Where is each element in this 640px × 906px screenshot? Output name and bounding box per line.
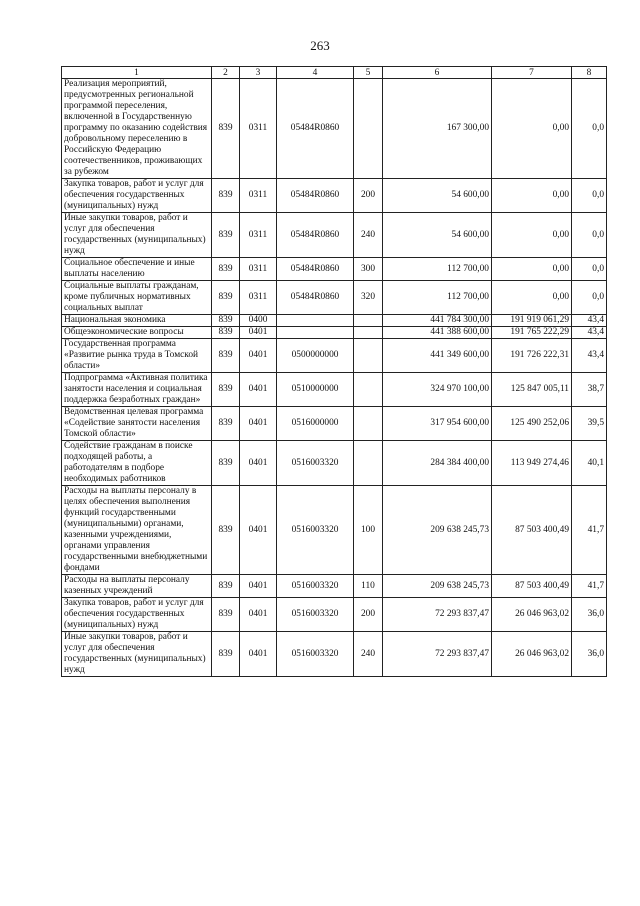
row-name: Закупка товаров, работ и услуг для обеспечения государственных (муниципальных) нужд <box>62 598 212 632</box>
table-row <box>62 327 607 339</box>
row-target-code <box>277 315 354 327</box>
row-planned-amount: 54 600,00 <box>383 213 492 258</box>
row-section-code: 0311 <box>240 213 277 258</box>
row-planned-amount: 54 600,00 <box>383 179 492 213</box>
row-section-code: 0401 <box>240 598 277 632</box>
row-planned-amount: 167 300,00 <box>383 79 492 179</box>
row-name: Закупка товаров, работ и услуг для обеспечения государственных (муниципальных) нужд <box>62 179 212 213</box>
row-executed-amount: 0,00 <box>492 281 572 315</box>
row-executed-amount: 0,00 <box>492 258 572 281</box>
row-admin-code: 839 <box>212 79 240 179</box>
header-col-3: 3 <box>240 67 277 79</box>
table-row <box>62 373 607 407</box>
row-name: Подпрограмма «Активная политика занятости населения и социальная поддержка безработных граждан» <box>62 373 212 407</box>
row-section-code: 0400 <box>240 315 277 327</box>
row-section-code: 0401 <box>240 407 277 441</box>
row-expense-type <box>354 327 383 339</box>
header-col-1: 1 <box>62 67 212 79</box>
row-target-code: 0510000000 <box>277 373 354 407</box>
row-target-code: 05484R0860 <box>277 79 354 179</box>
row-expense-type <box>354 373 383 407</box>
row-target-code: 0516003320 <box>277 486 354 575</box>
row-executed-amount: 191 919 061,29 <box>492 315 572 327</box>
row-name: Содействие гражданам в поиске подходящей работы, а работодателям в подборе необходимых работников <box>62 441 212 486</box>
row-planned-amount: 72 293 837,47 <box>383 632 492 677</box>
table-row <box>62 179 607 213</box>
row-section-code: 0311 <box>240 281 277 315</box>
header-col-2: 2 <box>212 67 240 79</box>
row-section-code: 0401 <box>240 327 277 339</box>
row-executed-amount: 87 503 400,49 <box>492 486 572 575</box>
row-target-code: 0516003320 <box>277 632 354 677</box>
row-admin-code: 839 <box>212 441 240 486</box>
row-planned-amount: 72 293 837,47 <box>383 598 492 632</box>
row-name: Социальное обеспечение и иные выплаты населению <box>62 258 212 281</box>
row-target-code: 0516000000 <box>277 407 354 441</box>
row-executed-amount: 125 847 005,11 <box>492 373 572 407</box>
row-section-code: 0311 <box>240 79 277 179</box>
row-expense-type <box>354 407 383 441</box>
row-percent: 0,0 <box>572 179 607 213</box>
header-col-5: 5 <box>354 67 383 79</box>
row-expense-type: 320 <box>354 281 383 315</box>
row-planned-amount: 209 638 245,73 <box>383 486 492 575</box>
row-percent: 43,4 <box>572 315 607 327</box>
row-percent: 0,0 <box>572 213 607 258</box>
table-row <box>62 213 607 258</box>
row-section-code: 0401 <box>240 575 277 598</box>
table-row <box>62 79 607 179</box>
header-col-6: 6 <box>383 67 492 79</box>
budget-table <box>61 66 607 677</box>
row-percent: 38,7 <box>572 373 607 407</box>
header-row <box>62 67 607 79</box>
table-row <box>62 315 607 327</box>
row-planned-amount: 324 970 100,00 <box>383 373 492 407</box>
row-target-code: 0516003320 <box>277 441 354 486</box>
row-admin-code: 839 <box>212 373 240 407</box>
row-planned-amount: 317 954 600,00 <box>383 407 492 441</box>
row-planned-amount: 112 700,00 <box>383 258 492 281</box>
row-percent: 43,4 <box>572 339 607 373</box>
row-name: Расходы на выплаты персоналу казенных учреждений <box>62 575 212 598</box>
row-planned-amount: 441 784 300,00 <box>383 315 492 327</box>
row-target-code: 05484R0860 <box>277 213 354 258</box>
row-target-code: 05484R0860 <box>277 179 354 213</box>
table-row <box>62 632 607 677</box>
table-row <box>62 339 607 373</box>
row-section-code: 0401 <box>240 373 277 407</box>
row-name: Ведомственная целевая программа «Содействие занятости населения Томской области» <box>62 407 212 441</box>
row-planned-amount: 441 349 600,00 <box>383 339 492 373</box>
row-expense-type: 110 <box>354 575 383 598</box>
row-percent: 40,1 <box>572 441 607 486</box>
table-header <box>62 67 607 79</box>
row-name: Реализация мероприятий, предусмотренных региональной программой переселения, включенной в Государственную программу по оказанию содействия добровольному переселению в Российскую Федерацию соотечественников, проживающих за рубежом <box>62 79 212 179</box>
row-executed-amount: 191 765 222,29 <box>492 327 572 339</box>
row-expense-type: 240 <box>354 632 383 677</box>
row-executed-amount: 113 949 274,46 <box>492 441 572 486</box>
row-admin-code: 839 <box>212 407 240 441</box>
row-section-code: 0401 <box>240 486 277 575</box>
row-section-code: 0401 <box>240 339 277 373</box>
row-admin-code: 839 <box>212 213 240 258</box>
row-target-code: 05484R0860 <box>277 281 354 315</box>
page-number: 263 <box>310 38 330 53</box>
row-planned-amount: 112 700,00 <box>383 281 492 315</box>
row-executed-amount: 0,00 <box>492 179 572 213</box>
row-target-code: 0516003320 <box>277 575 354 598</box>
row-section-code: 0311 <box>240 179 277 213</box>
row-expense-type <box>354 315 383 327</box>
row-planned-amount: 441 388 600,00 <box>383 327 492 339</box>
header-col-7: 7 <box>492 67 572 79</box>
row-expense-type <box>354 339 383 373</box>
row-admin-code: 839 <box>212 486 240 575</box>
row-planned-amount: 209 638 245,73 <box>383 575 492 598</box>
row-executed-amount: 0,00 <box>492 213 572 258</box>
row-admin-code: 839 <box>212 281 240 315</box>
row-name: Государственная программа «Развитие рынка труда в Томской области» <box>62 339 212 373</box>
row-executed-amount: 0,00 <box>492 79 572 179</box>
row-executed-amount: 26 046 963,02 <box>492 632 572 677</box>
row-expense-type <box>354 441 383 486</box>
row-name: Общеэкономические вопросы <box>62 327 212 339</box>
row-admin-code: 839 <box>212 258 240 281</box>
row-executed-amount: 125 490 252,06 <box>492 407 572 441</box>
row-name: Национальная экономика <box>62 315 212 327</box>
row-section-code: 0401 <box>240 441 277 486</box>
row-percent: 41,7 <box>572 486 607 575</box>
row-admin-code: 839 <box>212 632 240 677</box>
row-executed-amount: 191 726 222,31 <box>492 339 572 373</box>
row-expense-type: 200 <box>354 598 383 632</box>
row-target-code: 0500000000 <box>277 339 354 373</box>
row-name: Иные закупки товаров, работ и услуг для обеспечения государственных (муниципальных) нужд <box>62 632 212 677</box>
row-section-code: 0311 <box>240 258 277 281</box>
row-name: Расходы на выплаты персоналу в целях обеспечения выполнения функций государственными (муниципальными) органами, казенными учреждениями, органами управления государственными внебюджетными фондами <box>62 486 212 575</box>
row-executed-amount: 87 503 400,49 <box>492 575 572 598</box>
table-row <box>62 281 607 315</box>
table-row <box>62 486 607 575</box>
row-admin-code: 839 <box>212 315 240 327</box>
row-admin-code: 839 <box>212 575 240 598</box>
header-col-8: 8 <box>572 67 607 79</box>
row-expense-type: 100 <box>354 486 383 575</box>
row-name: Иные закупки товаров, работ и услуг для обеспечения государственных (муниципальных) нужд <box>62 213 212 258</box>
row-admin-code: 839 <box>212 339 240 373</box>
row-name: Социальные выплаты гражданам, кроме публичных нормативных социальных выплат <box>62 281 212 315</box>
header-col-4: 4 <box>277 67 354 79</box>
row-percent: 0,0 <box>572 258 607 281</box>
table-row <box>62 407 607 441</box>
table-row <box>62 575 607 598</box>
row-expense-type <box>354 79 383 179</box>
row-executed-amount: 26 046 963,02 <box>492 598 572 632</box>
row-percent: 0,0 <box>572 79 607 179</box>
row-target-code: 0516003320 <box>277 598 354 632</box>
row-target-code <box>277 327 354 339</box>
table-row <box>62 598 607 632</box>
row-expense-type: 200 <box>354 179 383 213</box>
row-expense-type: 300 <box>354 258 383 281</box>
row-percent: 39,5 <box>572 407 607 441</box>
table-row <box>62 258 607 281</box>
row-percent: 43,4 <box>572 327 607 339</box>
row-planned-amount: 284 384 400,00 <box>383 441 492 486</box>
row-admin-code: 839 <box>212 179 240 213</box>
row-admin-code: 839 <box>212 598 240 632</box>
row-percent: 0,0 <box>572 281 607 315</box>
row-target-code: 05484R0860 <box>277 258 354 281</box>
table-body <box>62 79 607 677</box>
row-percent: 41,7 <box>572 575 607 598</box>
row-admin-code: 839 <box>212 327 240 339</box>
table-row <box>62 441 607 486</box>
row-percent: 36,0 <box>572 598 607 632</box>
row-section-code: 0401 <box>240 632 277 677</box>
row-expense-type: 240 <box>354 213 383 258</box>
row-percent: 36,0 <box>572 632 607 677</box>
